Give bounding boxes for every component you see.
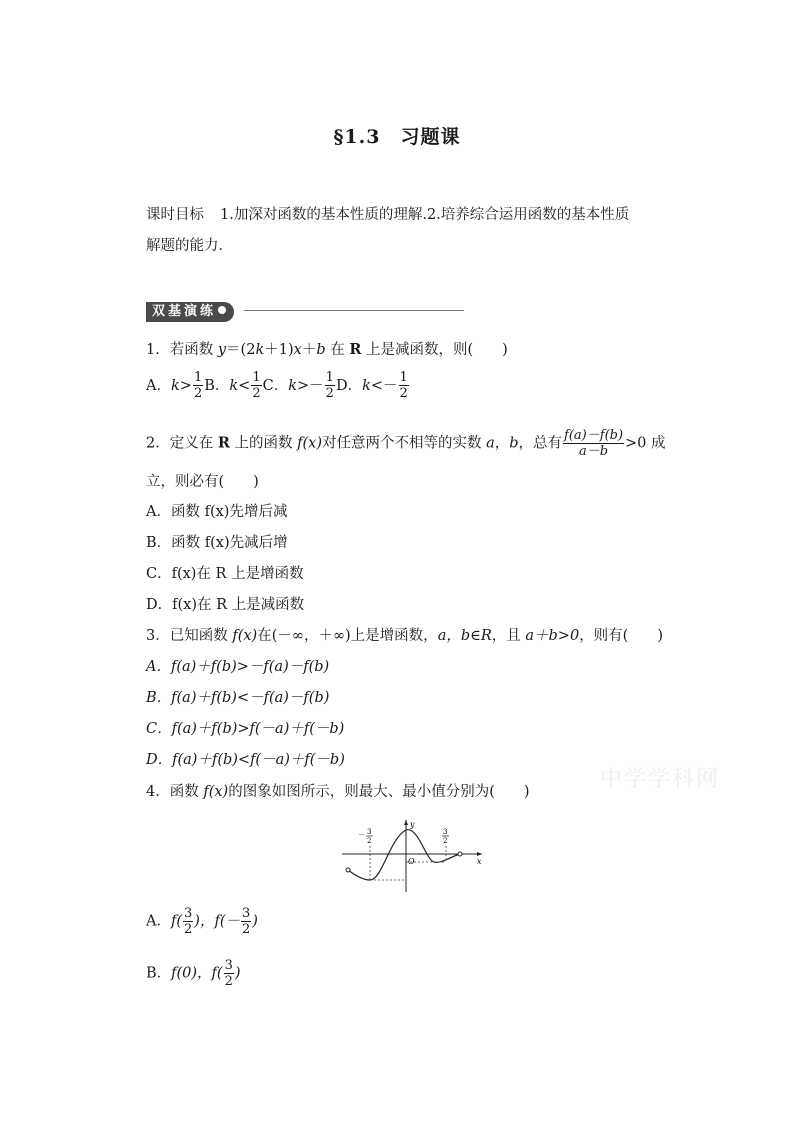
left-tick-sign: － bbox=[358, 831, 365, 839]
fraction: $\frac{1}{2}$ bbox=[399, 370, 408, 401]
y-axis-arrow-icon bbox=[404, 820, 408, 825]
q2-option-b[interactable]: B．函数 f(x)先减后增 bbox=[146, 535, 288, 551]
section-tag bbox=[146, 302, 234, 322]
objective-label: 课时目标 bbox=[146, 207, 204, 223]
q4-option-b[interactable]: B．f(0)，f( $\frac{3}{2}$ ) bbox=[146, 958, 241, 989]
question-2-stem-cont: 立，则必有( ) bbox=[146, 474, 259, 490]
q1-option-a[interactable]: A．k> $\frac{1}{2}$ bbox=[146, 370, 203, 401]
fraction: $\frac{3}{2}$ bbox=[224, 958, 233, 989]
fraction: $\frac{1}{2}$ bbox=[252, 370, 261, 401]
q1-option-b[interactable]: B．k< $\frac{1}{2}$ bbox=[204, 370, 261, 401]
q2-option-c[interactable]: C．f(x)在 R 上是增函数 bbox=[146, 566, 304, 582]
fraction: $\frac{f(a)-f(b)}{a-b}$ bbox=[564, 428, 624, 459]
fraction: $\frac{3}{2}$ bbox=[184, 906, 193, 937]
section-header bbox=[146, 300, 234, 320]
right-tick-den: 2 bbox=[443, 837, 448, 845]
question-3-stem: 3．已知函数 f(x)在(－∞，＋∞)上是增函数，a，b∈R，且 a＋b>0，则有( ) bbox=[146, 628, 664, 644]
x-axis-arrow-icon bbox=[477, 852, 482, 856]
y-axis-label: y bbox=[410, 820, 415, 829]
objective-text-2: 解题的能力． bbox=[146, 238, 233, 254]
question-4-stem: 4．函数 f(x)的图象如图所示，则最大、最小值分别为( ) bbox=[146, 784, 530, 800]
question-1-options bbox=[146, 370, 410, 401]
origin-label: O bbox=[408, 857, 415, 866]
q1-option-d[interactable]: D．k<－ $\frac{1}{2}$ bbox=[335, 370, 408, 401]
fraction: $\frac{1}{2}$ bbox=[325, 370, 334, 401]
right-tick-num: 3 bbox=[443, 828, 448, 836]
q3-option-a[interactable]: A．f(a)＋f(b)>－f(a)－f(b) bbox=[146, 659, 330, 675]
left-tick-den: 2 bbox=[367, 837, 372, 845]
q4-option-a[interactable]: A．f( $\frac{3}{2}$ )，f(－ $\frac{3}{2}$ ) bbox=[146, 906, 258, 937]
fraction: $\frac{1}{2}$ bbox=[193, 370, 203, 401]
question-2-stem: 2．定义在 R 上的函数 f(x)对任意两个不相等的实数 a，b，总有 $\frac{f(a)-f(b)}{a-b}$ >0 成 bbox=[146, 428, 666, 459]
q3-option-c[interactable]: C．f(a)＋f(b)>f(－a)＋f(－b) bbox=[146, 721, 345, 737]
question-1-stem: 1．若函数 y＝(2k＋1)x＋b 在 R 上是减函数，则( ) bbox=[146, 341, 508, 358]
section-divider bbox=[244, 310, 464, 311]
x-axis-label: x bbox=[477, 857, 482, 866]
page-title: §1.3 习题课 bbox=[333, 126, 461, 148]
q1-option-c[interactable]: C．k>－ $\frac{1}{2}$ bbox=[262, 370, 334, 401]
q3-option-d[interactable]: D．f(a)＋f(b)<f(－a)＋f(－b) bbox=[146, 752, 345, 768]
open-endpoint-icon bbox=[458, 852, 462, 856]
lesson-objective bbox=[146, 200, 686, 262]
fraction: $\frac{3}{2}$ bbox=[241, 906, 251, 937]
open-endpoint-icon bbox=[346, 868, 350, 872]
q2-option-d[interactable]: D．f(x)在 R 上是减函数 bbox=[146, 597, 305, 613]
section-label: 双基演练 bbox=[152, 304, 217, 319]
graph-svg bbox=[336, 818, 486, 894]
watermark: 中学学科网 bbox=[600, 767, 721, 792]
q3-option-b[interactable]: B．f(a)＋f(b)<－f(a)－f(b) bbox=[146, 690, 330, 706]
left-tick-num: 3 bbox=[367, 828, 372, 836]
objective-text-1: 1.加深对函数的基本性质的理解.2.培养综合运用函数的基本性质 bbox=[220, 207, 630, 223]
function-graph bbox=[336, 818, 486, 898]
q2-option-a[interactable]: A．函数 f(x)先增后减 bbox=[146, 504, 288, 520]
bullet-dot-icon bbox=[218, 306, 226, 314]
